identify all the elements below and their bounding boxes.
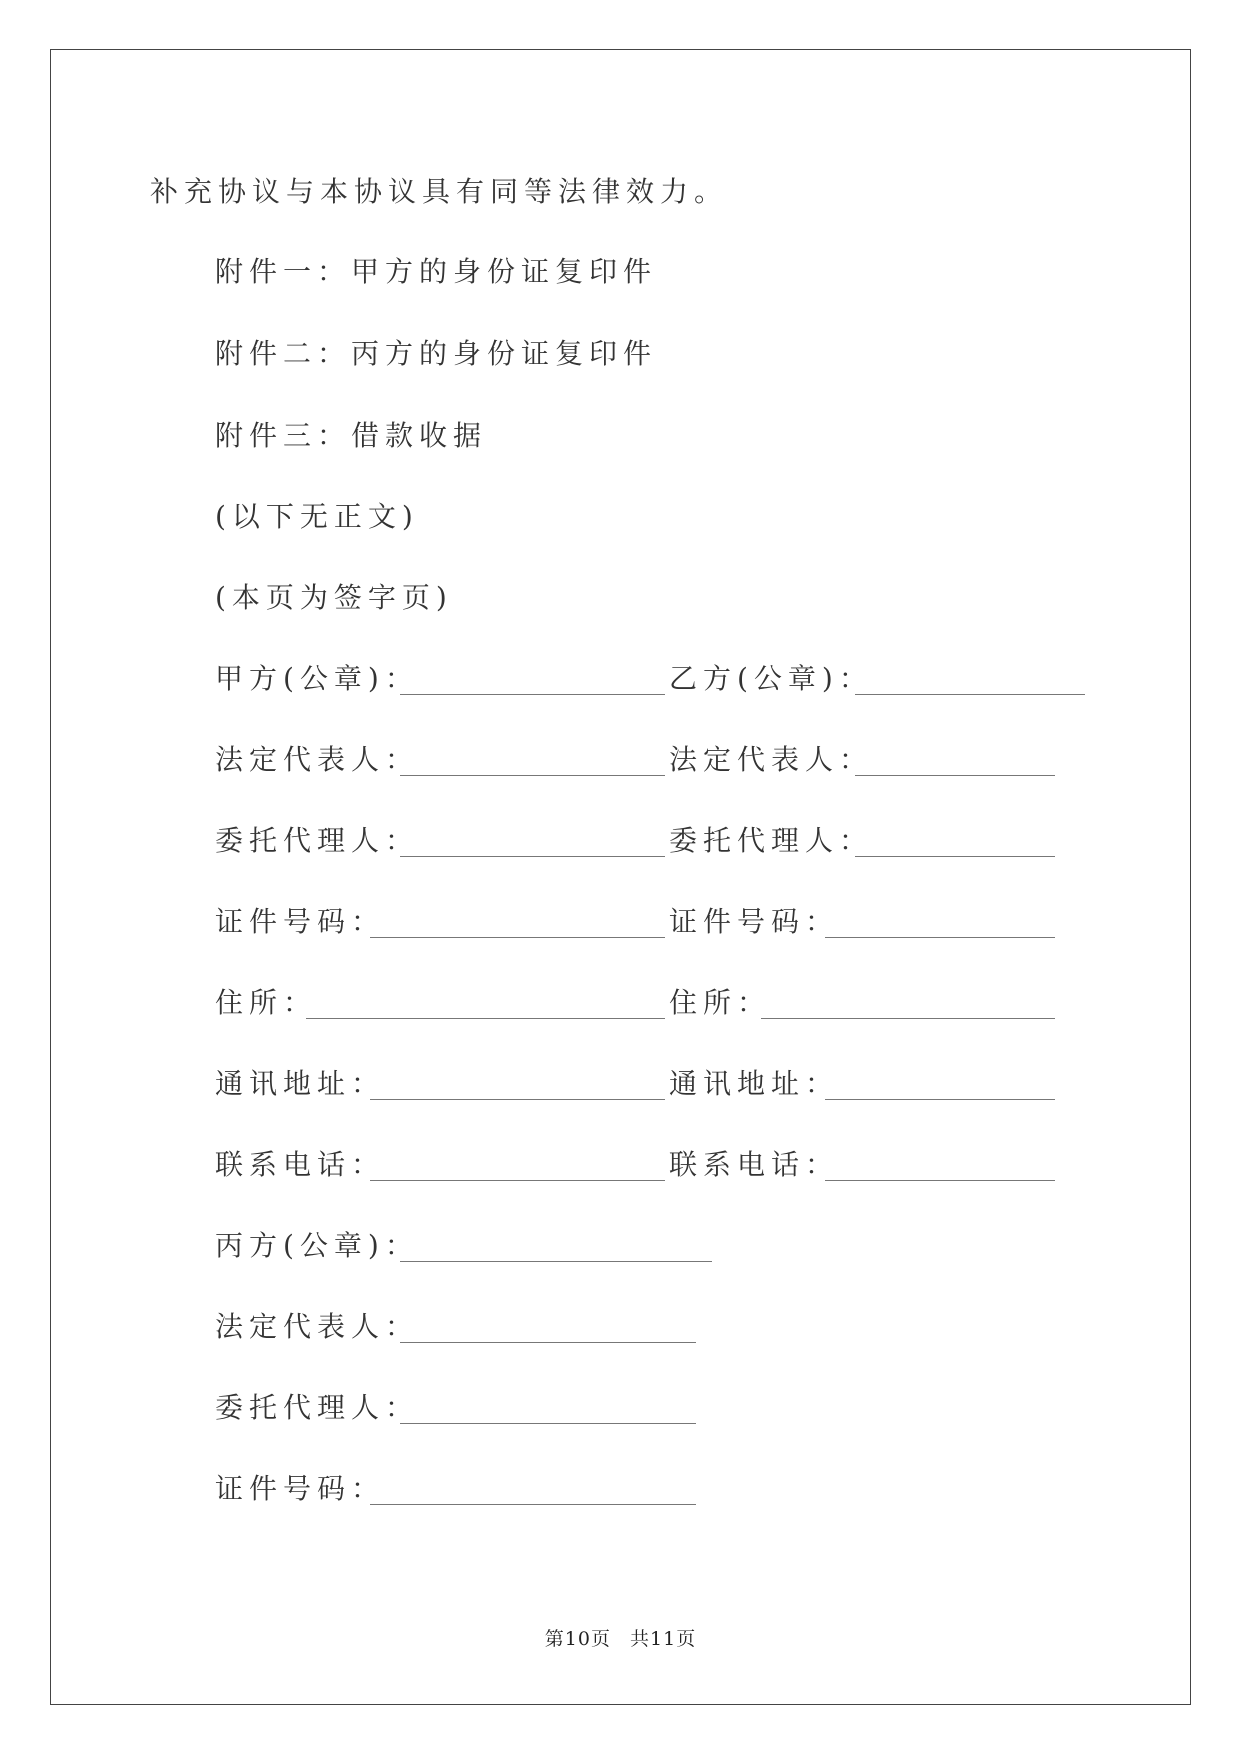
intro-text: 补充协议与本协议具有同等法律效力。 — [150, 175, 729, 208]
party-c-id-label: 证件号码： — [215, 1472, 386, 1505]
party-c-id-blank — [370, 1504, 696, 1505]
attachment-2: 附件二：丙方的身份证复印件 — [215, 337, 658, 370]
party-a-phone-blank — [370, 1180, 665, 1181]
page-number: 第10页 — [544, 1628, 611, 1650]
party-b-legal-rep-blank — [855, 775, 1055, 776]
party-c-legal-rep-blank — [400, 1342, 696, 1343]
attachment-1: 附件一：甲方的身份证复印件 — [215, 255, 658, 288]
party-a-seal-blank — [400, 694, 665, 695]
party-b-agent-blank — [855, 856, 1055, 857]
party-b-phone-blank — [825, 1180, 1055, 1181]
party-a-phone-label: 联系电话： — [215, 1148, 386, 1181]
party-b-legal-rep-label: 法定代表人： — [669, 743, 874, 776]
party-c-seal-label: 丙方(公章)： — [215, 1229, 419, 1262]
party-a-address-label: 住所： — [215, 986, 318, 1019]
party-a-legal-rep-label: 法定代表人： — [215, 743, 420, 776]
party-a-seal-label: 甲方(公章)： — [215, 662, 419, 695]
party-a-legal-rep-blank — [400, 775, 665, 776]
party-b-mail-label: 通讯地址： — [669, 1067, 840, 1100]
page-total: 共11页 — [630, 1628, 697, 1650]
party-b-address-blank — [761, 1018, 1055, 1019]
page-footer — [0, 1624, 1241, 1651]
party-b-id-label: 证件号码： — [669, 905, 840, 938]
attachment-3: 附件三：借款收据 — [215, 419, 488, 452]
party-a-agent-blank — [400, 856, 665, 857]
page-border — [50, 49, 1191, 1705]
party-a-id-label: 证件号码： — [215, 905, 386, 938]
party-b-mail-blank — [825, 1099, 1055, 1100]
party-c-agent-blank — [400, 1423, 696, 1424]
party-c-agent-label: 委托代理人： — [215, 1391, 420, 1424]
party-c-legal-rep-label: 法定代表人： — [215, 1310, 420, 1343]
party-b-agent-label: 委托代理人： — [669, 824, 874, 857]
party-a-mail-blank — [370, 1099, 665, 1100]
party-c-seal-blank — [400, 1261, 712, 1262]
party-b-seal-blank — [855, 694, 1085, 695]
party-b-seal-label: 乙方(公章)： — [669, 662, 873, 695]
party-a-address-blank — [306, 1018, 665, 1019]
note-no-more-text: (以下无正文) — [215, 500, 419, 533]
party-a-mail-label: 通讯地址： — [215, 1067, 386, 1100]
party-a-agent-label: 委托代理人： — [215, 824, 420, 857]
party-b-id-blank — [825, 937, 1055, 938]
note-signature-page: (本页为签字页) — [215, 581, 453, 614]
party-b-address-label: 住所： — [669, 986, 772, 1019]
party-a-id-blank — [370, 937, 665, 938]
party-b-phone-label: 联系电话： — [669, 1148, 840, 1181]
